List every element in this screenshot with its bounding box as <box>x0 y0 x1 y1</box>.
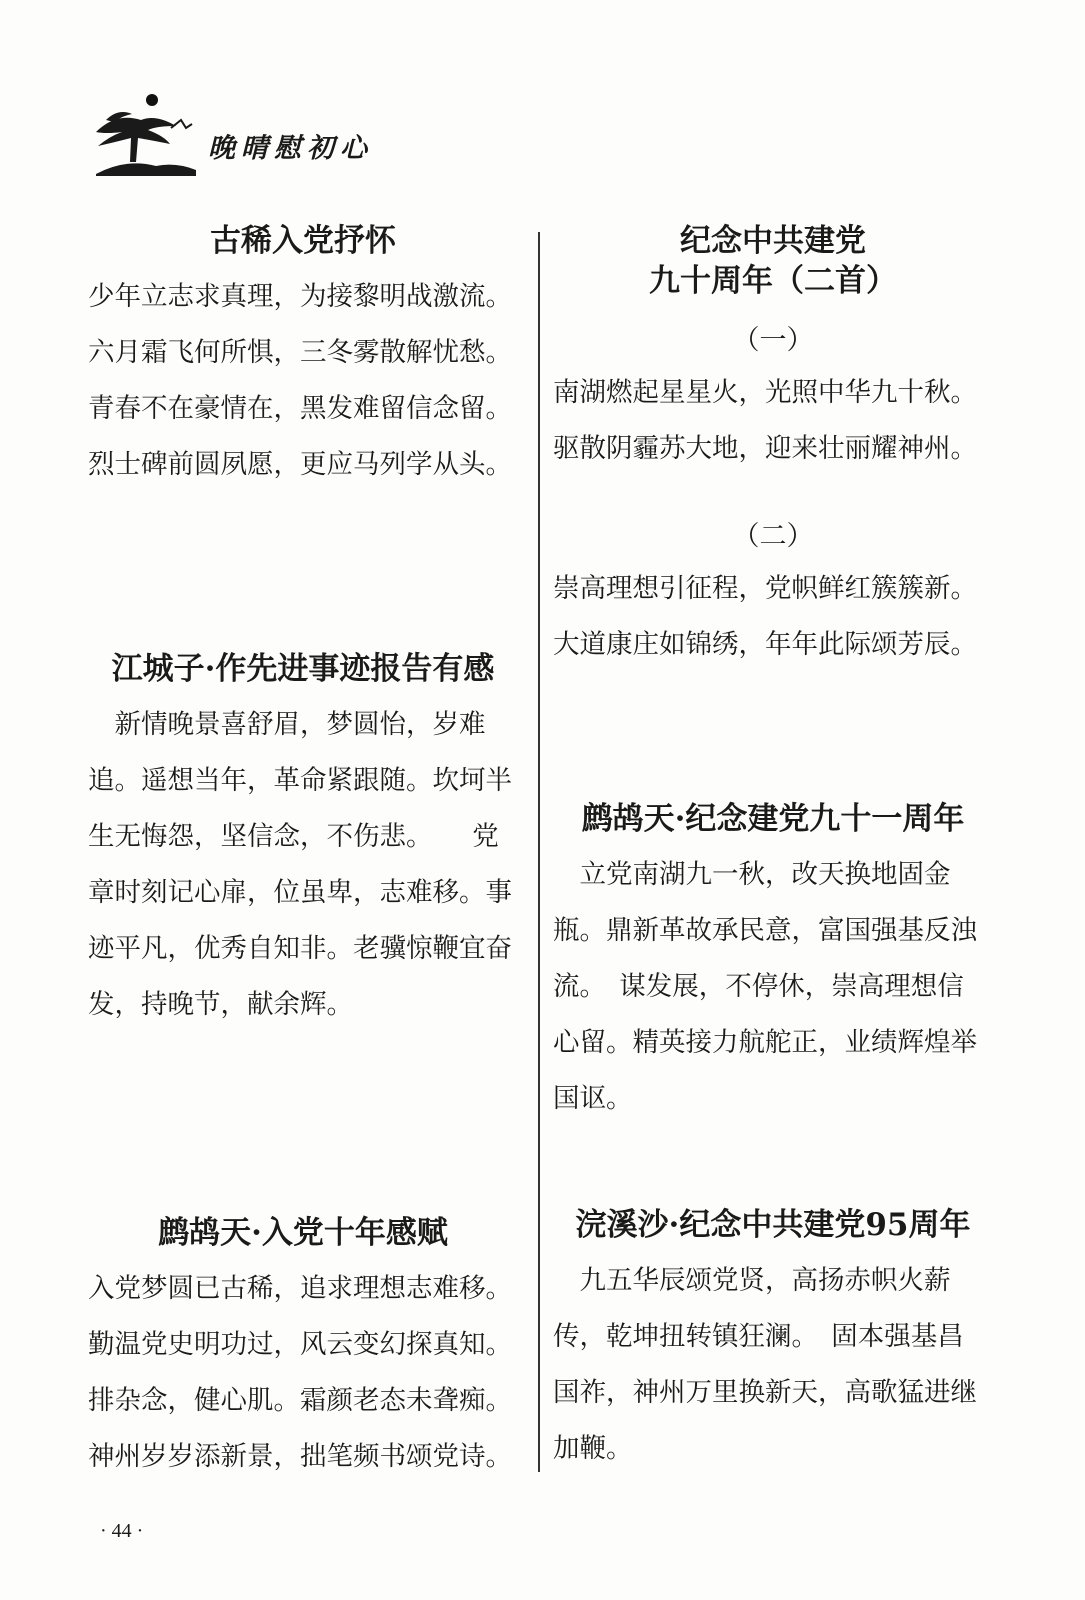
poem-line: 神州岁岁添新景，拙笔频书颂党诗。 <box>88 1441 512 1472</box>
poem-title: 江城子·作先进事迹报告有感 <box>111 651 495 687</box>
poem-line: 排杂念，健心肌。霜颜老态未聋痴。 <box>88 1385 512 1416</box>
section-label: （一） <box>732 325 814 356</box>
poem-line: 生无悔怨，坚信念，不伤悲。 党 <box>88 821 499 852</box>
pine-tree-logo <box>86 92 206 182</box>
running-header <box>86 92 426 182</box>
poem-line: 驱散阴霾苏大地，迎来壮丽耀神州。 <box>553 433 977 464</box>
poem-line: 烈士碑前圆夙愿，更应马列学从头。 <box>88 449 512 480</box>
poem-line: 崇高理想引征程，党帜鲜红簇簇新。 <box>553 573 977 604</box>
poem-line: 章时刻记心扉，位虽卑，志难移。事 <box>88 877 512 908</box>
page-number: · 44 · <box>100 1520 144 1542</box>
poem-line: 发，持晚节，献余辉。 <box>88 989 353 1020</box>
poem-line: 瓶。鼎新革故承民意，富国强基反浊 <box>553 915 977 946</box>
poem-line: 加鞭。 <box>553 1433 633 1464</box>
poem-line: 国讴。 <box>553 1083 633 1114</box>
poem-line: 六月霜飞何所惧，三冬雾散解忧愁。 <box>88 337 512 368</box>
poem-line: 立党南湖九一秋，改天换地固金 <box>553 859 951 890</box>
poem-line: 迹平凡，优秀自知非。老骥惊鞭宜奋 <box>88 933 512 964</box>
poem-line: 南湖燃起星星火，光照中华九十秋。 <box>553 377 977 408</box>
poem-line: 入党梦圆已古稀，追求理想志难移。 <box>88 1273 512 1304</box>
poem-line: 勤温党史明功过，风云变幻探真知。 <box>88 1329 512 1360</box>
section-label: （二） <box>732 521 814 552</box>
poem-title: 古稀入党抒怀 <box>210 223 396 259</box>
poem-line: 心留。精英接力航舵正，业绩辉煌举 <box>553 1027 977 1058</box>
poem-line: 传，乾坤扭转镇狂澜。 固本强基昌 <box>553 1321 964 1352</box>
poem-title: 鹧鸪天·入党十年感赋 <box>158 1215 448 1251</box>
poem-line: 国祚，神州万里换新天，高歌猛进继 <box>553 1377 977 1408</box>
column-divider <box>538 232 540 1472</box>
poem-line: 九五华辰颂党贤，高扬赤帜火薪 <box>553 1265 951 1296</box>
poem-line: 追。遥想当年，革命紧跟随。坎坷半 <box>88 765 512 796</box>
poem-title: 浣溪沙·纪念中共建党95周年 <box>575 1207 971 1243</box>
poem-line: 新情晚景喜舒眉，梦圆怡，岁难 <box>88 709 486 740</box>
poem-title: 九十周年（二首） <box>649 263 897 299</box>
poem-line: 青春不在豪情在，黑发难留信念留。 <box>88 393 512 424</box>
poem-title: 鹧鸪天·纪念建党九十一周年 <box>581 801 965 837</box>
running-title: 晚晴慰初心 <box>208 133 373 164</box>
poem-line: 流。 谋发展，不停休，崇高理想信 <box>553 971 964 1002</box>
poem-line: 少年立志求真理，为接黎明战激流。 <box>88 281 512 312</box>
poem-line: 大道康庄如锦绣，年年此际颂芳辰。 <box>553 629 977 660</box>
poem-title: 纪念中共建党 <box>680 223 866 259</box>
